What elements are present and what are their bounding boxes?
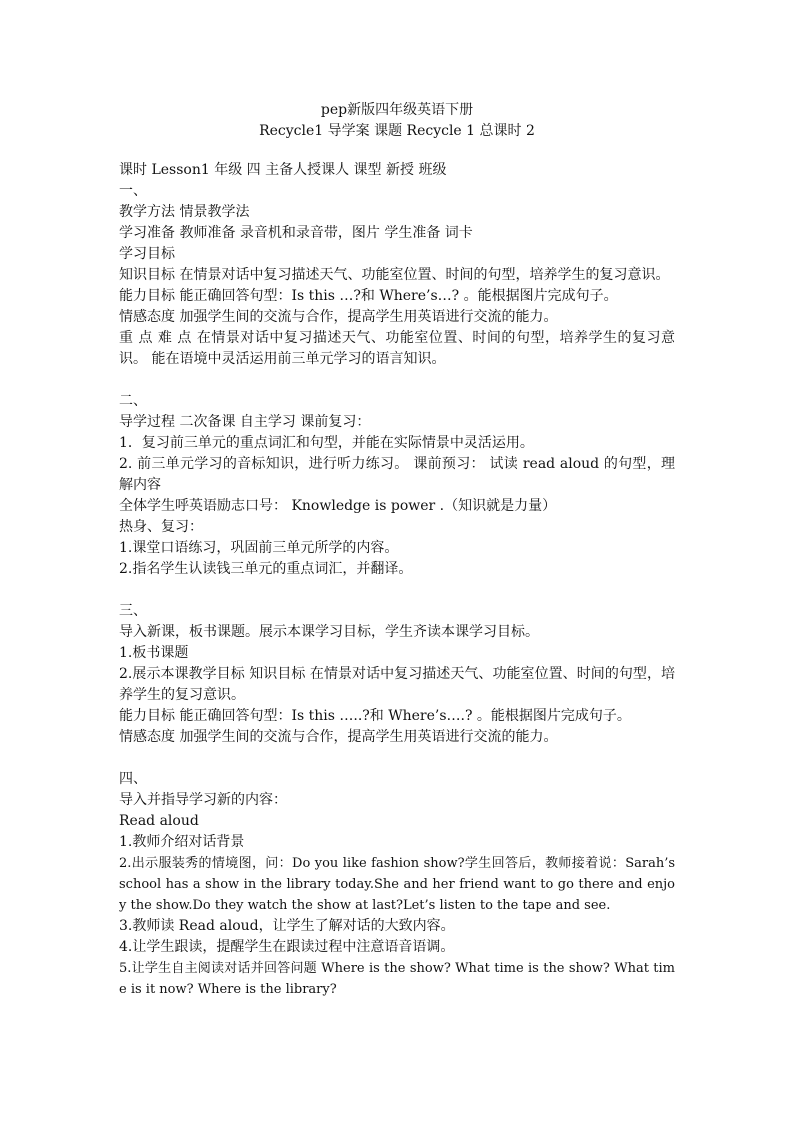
key-points: 重 点 难 点 在情景对话中复习描述天气、功能室位置、时间的句型，培养学生的复习意识。 能在语境中灵活运用前三单元学习的语言知识。 <box>119 330 675 367</box>
document-subtitle: Recycle1 导学案 课题 Recycle 1 总课时 2 <box>259 123 535 139</box>
warm-up-heading: 热身、复习： <box>119 519 203 535</box>
warm-up-item-2: 2.指名学生认读钱三单元的重点词汇，并翻译。 <box>119 561 413 577</box>
learning-goals-heading: 学习目标 <box>119 246 175 262</box>
review-item-2: 2. 前三单元学习的音标知识，进行听力练习。 课前预习： 试读 read aloud 的句型，理解内容 <box>119 456 675 493</box>
blank-line <box>119 748 675 769</box>
ability-goal: 能力目标 能正确回答句型：Is this …?和 Where’s…? 。能根据图片完成句子。 <box>119 288 618 304</box>
step-5: 5.让学生自主阅读对话并回答问题 Where is the show? What time is the show? What time is it now? Where is the library? <box>119 961 675 997</box>
teaching-method-line: 教学方法 情景教学法 <box>119 204 250 220</box>
attitude-goal-repeat: 情感态度 加强学生间的交流与合作，提高学生用英语进行交流的能力。 <box>119 729 558 745</box>
knowledge-goal: 知识目标 在情景对话中复习描述天气、功能室位置、时间的句型，培养学生的复习意识。 <box>119 267 670 283</box>
review-item-1: 1．复习前三单元的重点词汇和句型，并能在实际情景中灵活运用。 <box>119 435 534 451</box>
step-4: 4.让学生跟读，提醒学生在跟读过程中注意语音语调。 <box>119 939 455 955</box>
section-heading-one: 一、 <box>119 183 147 199</box>
read-aloud-heading: Read aloud <box>119 813 199 829</box>
ability-goal-repeat: 能力目标 能正确回答句型：Is this …..?和 Where’s….? 。能根据图片完成句子。 <box>119 708 631 724</box>
section-heading-three: 三、 <box>119 603 147 619</box>
new-content-heading: 导入并指导学习新的内容： <box>119 792 287 808</box>
document-title: pep新版四年级英语下册 <box>320 102 474 118</box>
lesson-info-line: 课时 Lesson1 年级 四 主备人授课人 课型 新授 班级 <box>119 162 447 178</box>
section-heading-two: 二、 <box>119 393 147 409</box>
warm-up-item-1: 1.课堂口语练习，巩固前三单元所学的内容。 <box>119 540 399 556</box>
new-lesson-intro: 导入新课，板书课题。展示本课学习目标，学生齐读本课学习目标。 <box>119 624 539 640</box>
guide-process-line: 导学过程 二次备课 自主学习 课前复习： <box>119 414 371 430</box>
preparation-line: 学习准备 教师准备 录音机和录音带，图片 学生准备 词卡 <box>119 225 473 241</box>
step-2: 2.出示服装秀的情境图，问：Do you like fashion show?学生回答后，教师接着说：Sarah’s school has a show in the library today.She and her friend want to go there and enjoy the show.Do they watch the show at last?Let’s listen to the tape and see. <box>119 856 675 913</box>
section-heading-four: 四、 <box>119 771 147 787</box>
document-header <box>0 100 794 142</box>
step-3: 3.教师读 Read aloud，让学生了解对话的大致内容。 <box>119 918 455 934</box>
slogan-line: 全体学生呼英语励志口号： Knowledge is power .（知识就是力量） <box>119 498 557 514</box>
blank-line <box>119 580 675 601</box>
blank-line <box>119 370 675 391</box>
step-1: 1.教师介绍对话背景 <box>119 834 245 850</box>
attitude-goal: 情感态度 加强学生间的交流与合作，提高学生用英语进行交流的能力。 <box>119 309 558 325</box>
document-body <box>119 160 675 1000</box>
show-goals-item: 2.展示本课教学目标 知识目标 在情景对话中复习描述天气、功能室位置、时间的句型，培养学生的复习意识。 <box>119 666 675 703</box>
board-title-item: 1.板书课题 <box>119 645 189 661</box>
